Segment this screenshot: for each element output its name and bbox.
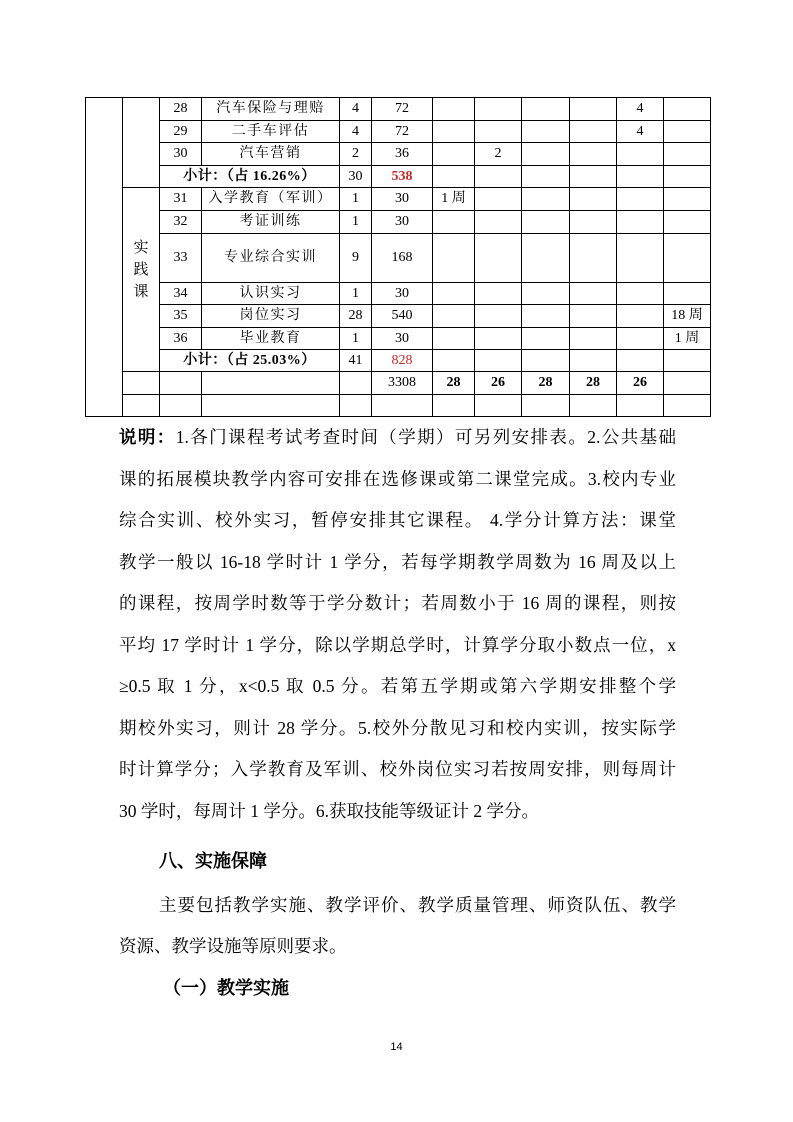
page-number: 14 <box>390 1041 403 1053</box>
course-number: 30 <box>160 143 202 166</box>
table-cell <box>202 395 340 417</box>
semester-5-cell <box>617 143 664 166</box>
semester-6-cell <box>664 143 711 166</box>
outer-category-cell <box>86 98 123 417</box>
semester-5-cell <box>617 328 664 350</box>
semester-3-cell <box>522 234 570 283</box>
course-number: 29 <box>160 121 202 143</box>
semester-1-cell <box>433 98 475 121</box>
semester-2-cell <box>475 350 522 372</box>
table-row <box>86 305 711 328</box>
semester-6-cell <box>664 98 711 121</box>
semester-5-cell: 4 <box>617 121 664 143</box>
semester-5-cell <box>617 211 664 234</box>
semester-4-cell <box>570 166 617 188</box>
course-credits: 1 <box>340 211 372 234</box>
semester-2-cell <box>475 328 522 350</box>
semester-5-cell <box>617 305 664 328</box>
notes-line: 教学一般以 16-18 学时计 1 学分，若每学期教学周数为 16 周及以上 <box>119 551 676 572</box>
semester-2-cell <box>475 188 522 211</box>
subtotal-credits: 30 <box>340 166 372 188</box>
course-name: 认识实习 <box>202 283 340 305</box>
empty-row <box>86 395 711 417</box>
curriculum-table <box>85 97 711 417</box>
table-cell <box>664 395 711 417</box>
semester-2-cell <box>475 234 522 283</box>
section-paragraph-line: 资源、教学设施等原则要求。 <box>119 936 347 956</box>
subtotal-hours: 538 <box>372 166 433 188</box>
course-name: 汽车营销 <box>202 143 340 166</box>
table-cell <box>570 395 617 417</box>
semester-1-cell <box>433 121 475 143</box>
notes-block <box>119 417 676 832</box>
subtotal-row <box>86 166 711 188</box>
semester-3-cell <box>522 283 570 305</box>
notes-line: 课的拓展模块教学内容可安排在选修课或第二课堂完成。3.校内专业 <box>119 468 676 489</box>
course-credits: 4 <box>340 121 372 143</box>
course-number: 31 <box>160 188 202 211</box>
semester-1-cell <box>433 328 475 350</box>
semester-6-cell <box>664 283 711 305</box>
notes-label: 说明： <box>119 427 176 447</box>
course-hours: 168 <box>372 234 433 283</box>
course-hours: 30 <box>372 211 433 234</box>
table-cell <box>433 395 475 417</box>
notes-line: ≥0.5 取 1 分，x<0.5 取 0.5 分。若第五学期或第六学期安排整个学 <box>119 676 676 696</box>
semester-2-cell <box>475 98 522 121</box>
semester-3-cell <box>522 166 570 188</box>
semester-4-cell <box>570 98 617 121</box>
notes-line: 综合实训、校外实习，暂停安排其它课程。 4.学分计算方法：课堂 <box>119 510 676 530</box>
course-name: 专业综合实训 <box>202 234 340 283</box>
semester-3-cell <box>522 305 570 328</box>
course-hours: 540 <box>372 305 433 328</box>
section-heading: 八、实施保障 <box>159 851 267 871</box>
table-cell <box>160 372 202 395</box>
table-cell <box>123 395 160 417</box>
semester-5-cell <box>617 188 664 211</box>
course-name: 汽车保险与理赔 <box>202 98 340 121</box>
course-number: 32 <box>160 211 202 234</box>
subtotal-credits: 41 <box>340 350 372 372</box>
table-cell <box>160 395 202 417</box>
semester-6-cell <box>664 350 711 372</box>
semester-4-cell <box>570 350 617 372</box>
course-number: 36 <box>160 328 202 350</box>
subtotal-label: 小计：（占 16.26%） <box>160 166 340 188</box>
course-hours: 30 <box>372 328 433 350</box>
total-hours: 3308 <box>372 372 433 395</box>
table-row <box>86 328 711 350</box>
course-number: 28 <box>160 98 202 121</box>
table-row <box>86 234 711 283</box>
notes-line: 期校外实习，则计 28 学分。5.校外分散见习和校内实训，按实际学 <box>119 717 676 738</box>
course-credits: 2 <box>340 143 372 166</box>
table-row <box>86 211 711 234</box>
notes-line-text: 1.各门课程考试考查时间（学期）可另列安排表。2.公共基础 <box>175 427 676 447</box>
semester-4-cell <box>570 143 617 166</box>
table-cell <box>123 372 160 395</box>
semester-6-cell <box>664 234 711 283</box>
semester-4-cell <box>570 211 617 234</box>
semester-5-cell <box>617 350 664 372</box>
semester-1-cell <box>433 234 475 283</box>
notes-line: 30 学时，每周计 1 学分。6.获取技能等级证计 2 学分。 <box>119 800 539 821</box>
table-cell <box>475 395 522 417</box>
course-hours: 36 <box>372 143 433 166</box>
semester-6-cell <box>664 211 711 234</box>
semester-3-cell <box>522 98 570 121</box>
section-subheading: （一）教学实施 <box>163 978 289 998</box>
semester-4-cell <box>570 234 617 283</box>
table-cell <box>340 372 372 395</box>
practice-category-cell <box>123 188 160 372</box>
semester-5-cell <box>617 283 664 305</box>
semester-2-cell <box>475 305 522 328</box>
practice-category-label: 实践课 <box>133 239 149 300</box>
total-semester-2: 26 <box>475 372 522 395</box>
semester-6-cell <box>664 188 711 211</box>
notes-line: 时计算学分；入学教育及军训、校外岗位实习若按周安排，则每周计 <box>119 759 676 779</box>
course-hours: 72 <box>372 121 433 143</box>
table-cell <box>372 395 433 417</box>
semester-6-cell <box>664 121 711 143</box>
semester-3-cell <box>522 143 570 166</box>
semester-2-cell: 2 <box>475 143 522 166</box>
course-name: 考证训练 <box>202 211 340 234</box>
subtotal-hours: 828 <box>372 350 433 372</box>
semester-3-cell <box>522 350 570 372</box>
course-name: 入学教育（军训） <box>202 188 340 211</box>
course-number: 33 <box>160 234 202 283</box>
course-hours: 30 <box>372 283 433 305</box>
table-row <box>86 143 711 166</box>
semester-6-cell: 18 周 <box>664 305 711 328</box>
semester-2-cell <box>475 166 522 188</box>
semester-4-cell <box>570 188 617 211</box>
table-cell <box>202 372 340 395</box>
semester-1-cell <box>433 305 475 328</box>
section-paragraph-line: 主要包括教学实施、教学评价、教学质量管理、师资队伍、教学 <box>159 895 676 915</box>
course-credits: 1 <box>340 328 372 350</box>
subtotal-label: 小计：（占 25.03%） <box>160 350 340 372</box>
total-row <box>86 372 711 395</box>
semester-3-cell <box>522 188 570 211</box>
table-row <box>86 283 711 305</box>
course-hours: 30 <box>372 188 433 211</box>
course-name: 岗位实习 <box>202 305 340 328</box>
semester-1-cell <box>433 211 475 234</box>
category-cell <box>123 98 160 188</box>
table-cell <box>340 395 372 417</box>
semester-6-cell <box>664 166 711 188</box>
course-credits: 28 <box>340 305 372 328</box>
table-cell <box>522 395 570 417</box>
semester-3-cell <box>522 211 570 234</box>
course-credits: 1 <box>340 283 372 305</box>
notes-line <box>119 417 676 459</box>
total-semester-5: 26 <box>617 372 664 395</box>
semester-1-cell <box>433 143 475 166</box>
total-semester-3: 28 <box>522 372 570 395</box>
semester-6-cell: 1 周 <box>664 328 711 350</box>
course-name: 二手车评估 <box>202 121 340 143</box>
notes-line: 平均 17 学时计 1 学分，除以学期总学时，计算学分取小数点一位，x <box>119 634 676 655</box>
semester-1-cell <box>433 166 475 188</box>
semester-5-cell: 4 <box>617 98 664 121</box>
course-name: 毕业教育 <box>202 328 340 350</box>
semester-1-cell: 1 周 <box>433 188 475 211</box>
semester-1-cell <box>433 283 475 305</box>
semester-3-cell <box>522 328 570 350</box>
total-semester-6 <box>664 372 711 395</box>
table-row <box>86 188 711 211</box>
course-credits: 4 <box>340 98 372 121</box>
semester-4-cell <box>570 283 617 305</box>
course-number: 35 <box>160 305 202 328</box>
course-credits: 1 <box>340 188 372 211</box>
semester-3-cell <box>522 121 570 143</box>
table-row <box>86 98 711 121</box>
course-hours: 72 <box>372 98 433 121</box>
table-row <box>86 121 711 143</box>
table-cell <box>617 395 664 417</box>
semester-4-cell <box>570 121 617 143</box>
course-credits: 9 <box>340 234 372 283</box>
semester-2-cell <box>475 121 522 143</box>
semester-2-cell <box>475 211 522 234</box>
semester-5-cell <box>617 166 664 188</box>
course-number: 34 <box>160 283 202 305</box>
total-semester-4: 28 <box>570 372 617 395</box>
semester-4-cell <box>570 328 617 350</box>
notes-line: 的课程，按周学时数等于学分数计；若周数小于 16 周的课程，则按 <box>119 593 676 613</box>
semester-5-cell <box>617 234 664 283</box>
semester-4-cell <box>570 305 617 328</box>
subtotal-row <box>86 350 711 372</box>
semester-2-cell <box>475 283 522 305</box>
semester-1-cell <box>433 350 475 372</box>
total-semester-1: 28 <box>433 372 475 395</box>
